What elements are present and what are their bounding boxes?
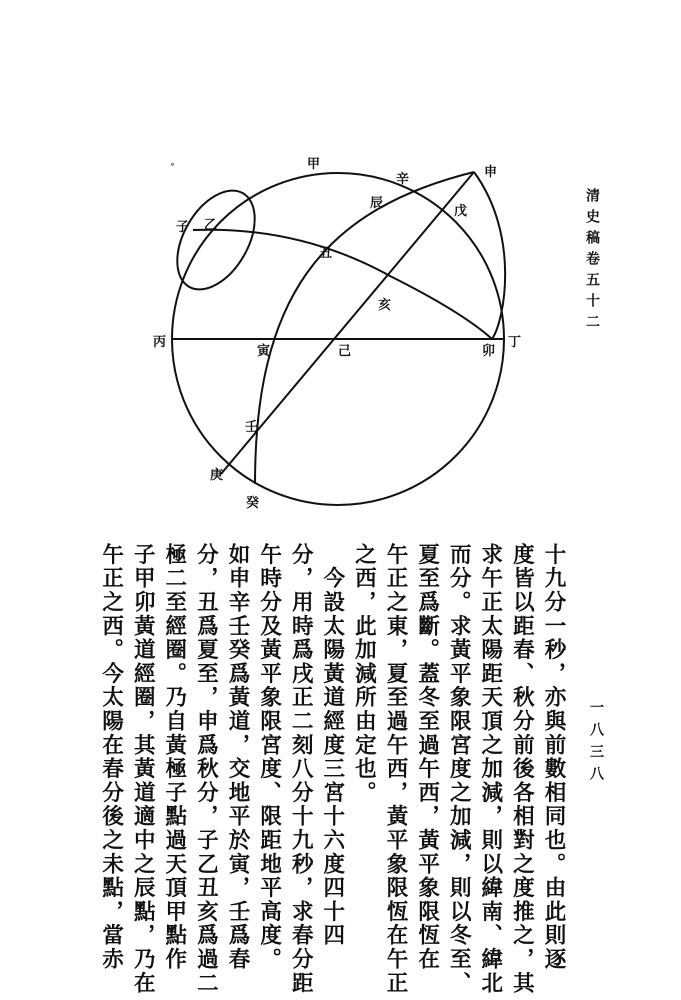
label-hai: 亥 (378, 298, 392, 313)
label-chen: 辰 (370, 196, 384, 211)
label-ren: 壬 (245, 420, 259, 435)
text-column: 極二至經圈。乃自黃極子點過天頂甲點作 (161, 543, 187, 972)
text-column: 之西，此加減所由定也。 (351, 543, 377, 805)
label-ji: 己 (338, 344, 352, 359)
meridian-arc-zi-mao (193, 230, 492, 339)
label-geng: 庚 (210, 468, 224, 483)
label-bing: 丙 (153, 335, 167, 350)
text-column: 分，用時爲戌正二刻八分十九秒，求春分距 (288, 543, 314, 996)
label-ding: 丁 (508, 335, 522, 350)
label-xu: 戊 (454, 204, 468, 219)
text-column: 午正之東，夏至過午西，黃平象限恆在午正 (383, 543, 408, 996)
text-column: 午時分及黃平象限宮度、限距地平高度。 (256, 543, 282, 972)
label-gui: 癸 (246, 496, 260, 511)
text-column: 而分。求黃平象限宮度之加減，則以冬至、 (446, 543, 472, 996)
text-column: 今設太陽黃道經度三宮十六度四十四 (319, 543, 345, 948)
label-chou: 丑 (319, 246, 333, 261)
text-column: 十九分一秒，亦與前數相同也。由此則逐 (541, 543, 566, 972)
right-arc (474, 172, 505, 339)
label-mao: 卯 (482, 344, 496, 359)
text-column: 夏至爲斷。蓋冬至過午西，黃平象限恆在 (414, 543, 440, 972)
dot-mark: ˚ (170, 164, 175, 175)
text-column: 分，丑爲夏至，申爲秋分，子乙丑亥爲過二 (193, 543, 219, 996)
label-xin: 辛 (396, 172, 410, 187)
label-jia: 甲 (307, 157, 321, 172)
text-column: 求午正太陽距天頂之加減，則以緯南、緯北 (477, 543, 503, 996)
label-yin: 寅 (257, 344, 271, 359)
label-zi: 子 (176, 220, 190, 235)
label-shen: 申 (484, 165, 498, 180)
great-circle-arc (255, 172, 474, 484)
page-number: 一八三八 (588, 700, 604, 788)
label-yi: 乙 (204, 218, 218, 233)
text-column: 度皆以距春、秋分前後各相對之度推之，其 (509, 543, 535, 996)
text-column: 如申辛壬癸爲黃道，交地平於寅，壬爲春 (225, 543, 250, 972)
text-column: 午正之西。今太陽在春分後之未點，當赤 (98, 543, 124, 972)
running-title: 清史稿卷五十二 (584, 188, 600, 335)
ecliptic-line (221, 172, 474, 474)
text-column: 子甲卯黃道經圈，其黃道適中之辰點，乃在 (130, 543, 156, 996)
